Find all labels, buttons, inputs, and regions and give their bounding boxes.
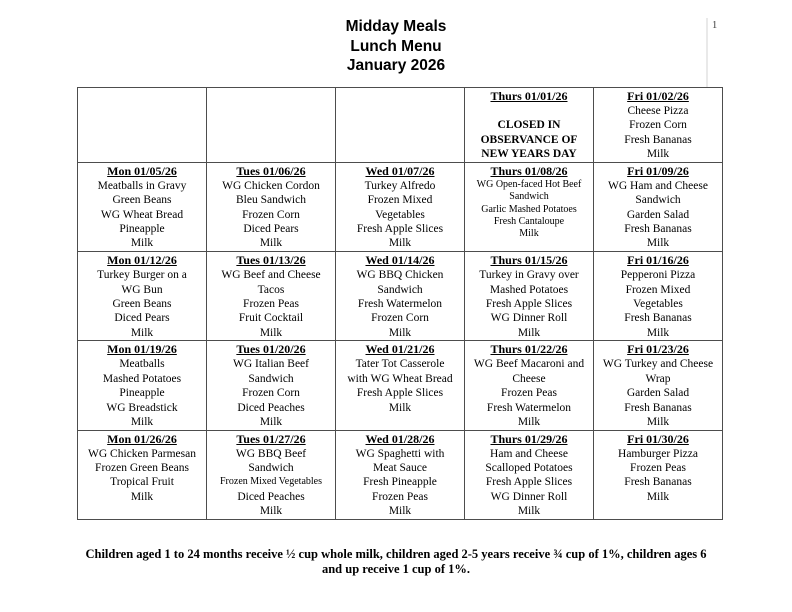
menu-item: Garden Salad [626,208,690,221]
menu-item: Tropical Fruit [110,476,174,489]
menu-item: Milk [388,401,412,414]
menu-item: WG Wheat Bread [100,208,184,221]
menu-day-cell [465,430,594,519]
menu-item: Garden Salad [626,387,690,400]
menu-item: Diced Pears [243,223,299,236]
day-date-header: Thurs 01/22/26 [490,342,568,357]
menu-item: Fresh Apple Slices [356,387,444,400]
menu-item: Fresh Cantaloupe [493,216,565,228]
menu-item: Milk [259,326,283,339]
menu-item: WG Open-faced Hot Beef [476,178,582,190]
menu-item: Milk [130,490,154,503]
menu-day-cell [465,88,594,163]
menu-item: WG BBQ Beef [235,447,307,460]
menu-item: Fresh Apple Slices [485,476,573,489]
menu-item: Fresh Bananas [624,133,692,146]
menu-day-cell [465,162,594,251]
lunch-menu-calendar [77,87,723,520]
menu-item: Milk [130,237,154,250]
menu-item: Fresh Apple Slices [356,223,444,236]
menu-item: Frozen Corn [371,312,429,325]
menu-item: Frozen Corn [242,208,300,221]
menu-day-cell [594,162,723,251]
menu-item: Turkey in Gravy over [479,269,579,282]
menu-item: Cheese Pizza [627,105,689,117]
menu-item: Milk [517,505,541,518]
menu-item: Scalloped Potatoes [485,462,573,475]
day-date-header: Tues 01/06/26 [236,163,306,178]
menu-item: Sandwich [509,191,549,203]
menu-item: Frozen Peas [372,490,428,503]
menu-item: Milk [388,237,412,250]
menu-day-cell [594,88,723,163]
day-date-header: Tues 01/20/26 [236,342,306,357]
day-date-header: Fri 01/02/26 [627,89,689,103]
menu-item: Green Beans [112,297,172,310]
day-date-header: Mon 01/05/26 [107,163,177,178]
title-line-2: Lunch Menu [350,37,442,55]
menu-item: Milk [517,416,541,429]
menu-item: Sandwich [248,372,294,385]
menu-item: Fresh Watermelon [357,297,443,310]
menu-day-cell [465,341,594,430]
closed-notice-line: OBSERVANCE OF [480,133,578,146]
menu-week-row [78,341,723,430]
menu-item: Fresh Apple Slices [485,297,573,310]
menu-item: Milk [646,490,670,503]
menu-item: Diced Pears [114,312,170,325]
menu-day-cell [336,430,465,519]
day-date-header: Fri 01/30/26 [627,431,689,446]
menu-day-cell [336,341,465,430]
menu-item: Milk [388,505,412,518]
day-date-header: Wed 01/07/26 [365,163,435,178]
day-date-header: Thurs 01/01/26 [490,89,568,103]
menu-item: Frozen Corn [242,387,300,400]
menu-day-cell [594,430,723,519]
menu-table-body [78,88,723,520]
menu-item: Milk [519,228,539,240]
menu-item: WG Spaghetti with [355,447,445,460]
menu-item: WG Bun [121,283,163,296]
menu-item: Frozen Peas [243,297,299,310]
menu-item: Milk [388,326,412,339]
menu-day-cell [78,252,207,341]
menu-item: Milk [130,416,154,429]
menu-item: Fresh Pineapple [363,476,437,489]
menu-item: Milk [517,326,541,339]
menu-item: Milk [130,326,154,339]
closed-notice-line: NEW YEARS DAY [481,148,577,160]
menu-item: Pineapple [119,387,165,400]
menu-item: WG Breadstick [106,401,178,414]
menu-item: Garlic Mashed Potatoes [481,203,577,215]
menu-item: Turkey Alfredo [364,179,436,192]
empty-day-cell [207,88,336,163]
menu-day-cell [594,341,723,430]
menu-item: WG Chicken Parmesan [88,447,196,460]
closed-notice [465,118,593,162]
menu-item: Frozen Mixed [367,194,433,207]
menu-day-cell [336,162,465,251]
day-date-header: Fri 01/09/26 [627,163,689,178]
day-date-header: Thurs 01/29/26 [490,431,568,446]
menu-item: Pepperoni Pizza [620,269,696,282]
menu-item: Meat Sauce [373,462,427,475]
day-date-header: Wed 01/14/26 [365,253,435,268]
title-line-3: January 2026 [346,57,446,74]
menu-item: Milk [646,326,670,339]
day-date-header: Thurs 01/08/26 [490,163,568,178]
menu-item: Wrap [645,372,671,385]
menu-item: WG Beef and Cheese [221,269,321,282]
menu-day-cell [207,341,336,430]
menu-item: Frozen Green Beans [95,462,189,475]
day-date-header: Tues 01/27/26 [236,431,306,446]
menu-item: Frozen Mixed [625,283,691,296]
footnote-line-2: and up receive 1 cup of 1%. [321,562,471,576]
menu-day-cell [336,252,465,341]
menu-item: Frozen Peas [630,462,686,475]
menu-item: WG Dinner Roll [490,312,568,325]
day-date-header: Wed 01/28/26 [365,431,435,446]
menu-item: Fresh Bananas [624,401,692,414]
menu-item: Milk [259,505,283,518]
menu-item: Fresh Watermelon [486,401,572,414]
menu-day-cell [207,252,336,341]
menu-item: WG Ham and Cheese [608,179,708,192]
menu-item: Sandwich [635,194,681,207]
menu-item: Sandwich [248,462,294,475]
menu-item: Frozen Mixed Vegetables [219,476,322,488]
menu-item: Tater Tot Casserole [355,358,445,371]
menu-item: Milk [646,416,670,429]
menu-item: Ham and Cheese [490,447,568,460]
menu-item: Meatballs in Gravy [97,179,187,192]
menu-item: WG Beef Macaroni and [473,358,585,371]
menu-item: Diced Peaches [237,490,305,503]
menu-day-cell [594,252,723,341]
day-date-header: Fri 01/23/26 [627,342,689,357]
menu-item: Cheese [512,372,546,385]
day-date-header: Thurs 01/15/26 [490,253,568,268]
menu-day-cell [465,252,594,341]
menu-day-cell [78,162,207,251]
closed-notice-line: CLOSED IN [497,119,561,131]
menu-week-row [78,88,723,163]
menu-item: Turkey Burger on a [97,269,187,282]
menu-item: WG BBQ Chicken [356,269,444,282]
menu-item: Hamburger Pizza [618,447,698,460]
menu-item: Mashed Potatoes [102,372,182,385]
menu-item: Fruit Cocktail [238,312,304,325]
empty-day-cell [78,88,207,163]
menu-day-cell [78,341,207,430]
menu-item: WG Italian Beef [233,358,309,371]
page-number: 1 [712,20,718,31]
menu-item: Diced Peaches [237,401,305,414]
milk-policy-footnote [0,547,792,577]
menu-week-row [78,430,723,519]
day-date-header: Fri 01/16/26 [627,253,689,268]
day-date-header: Mon 01/12/26 [107,253,177,268]
day-date-header: Mon 01/19/26 [107,342,177,357]
menu-item: Green Beans [112,194,172,207]
menu-day-cell [207,430,336,519]
day-date-header: Wed 01/21/26 [365,342,435,357]
menu-item: with WG Wheat Bread [347,372,453,385]
menu-item: Fresh Bananas [624,223,692,236]
menu-item: Pineapple [119,223,165,236]
page-margin-line [706,18,708,87]
menu-item: Milk [259,237,283,250]
menu-item: Frozen Corn [629,119,687,132]
menu-item: Milk [646,237,670,250]
page-title [0,17,792,76]
menu-week-row [78,162,723,251]
menu-item: WG Chicken Cordon [222,179,320,192]
menu-item: Milk [646,148,670,161]
footnote-line-1: Children aged 1 to 24 months receive ½ cup whole milk, children aged 2-5 years receive ¾ cup of 1%, children ages 6 [85,547,707,561]
menu-item: Fresh Bananas [624,476,692,489]
menu-item: Fresh Bananas [624,312,692,325]
menu-day-cell [207,162,336,251]
empty-day-cell [336,88,465,163]
menu-item: Frozen Peas [501,387,557,400]
title-line-1: Midday Meals [345,18,447,35]
menu-item: Milk [259,416,283,429]
day-date-header: Tues 01/13/26 [236,253,306,268]
menu-item: Meatballs [119,358,165,371]
menu-item: WG Turkey and Cheese [602,358,714,371]
menu-day-cell [78,430,207,519]
menu-item: WG Dinner Roll [490,490,568,503]
menu-item: Mashed Potatoes [489,283,569,296]
menu-item: Sandwich [377,283,423,296]
day-date-header: Mon 01/26/26 [107,431,177,446]
menu-item: Tacos [257,283,285,296]
menu-item: Bleu Sandwich [236,194,306,207]
menu-week-row [78,252,723,341]
menu-item: Vegetables [375,208,425,221]
menu-item: Vegetables [633,297,683,310]
